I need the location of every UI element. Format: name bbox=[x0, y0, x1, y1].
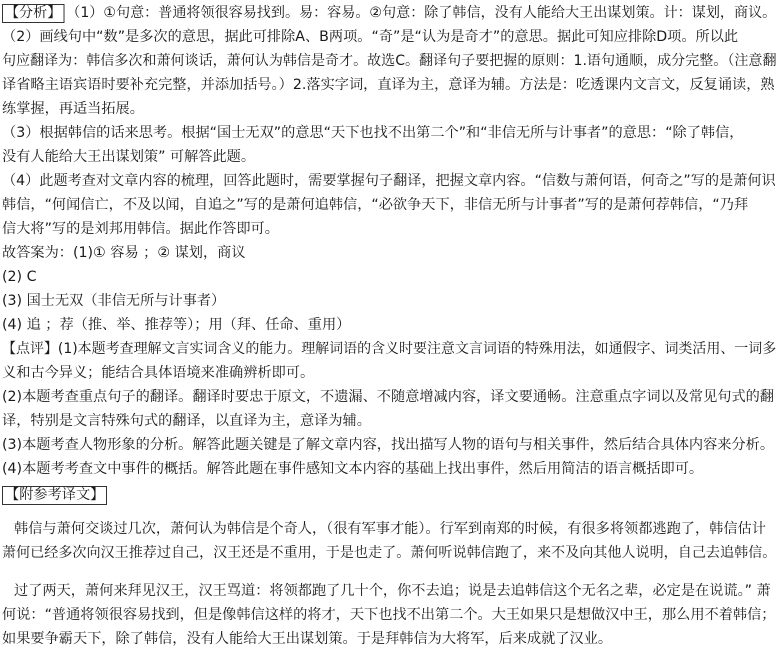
analysis-line-5: 练掌握，再适当拓展。 bbox=[2, 101, 144, 117]
translation-p2-line-3: 如果要争霸天下，除了韩信，没有人能给大王出谋划策。于是拜韩信为大将军，后来成就了汉业。 bbox=[2, 631, 613, 647]
comment-line-1: 【点评】(1)本题考查理解文言实词含义的能力。理解词语的含义时要注意文言词语的特殊用法，如通假字、词类活用、一词多 bbox=[2, 341, 777, 357]
comment-label: 【点评】 bbox=[2, 341, 58, 357]
answer-line-4: (4) 追 ；荐（推、举、推荐等）；用（拜、任命、重用） bbox=[2, 317, 351, 333]
analysis-line-1: 【分析】 （1）①句意：普通将领很容易找到。易：容易。②句意：除了韩信，没有人能给大王出谋划策。计：谋划，商议。 bbox=[2, 2, 776, 24]
analysis-line-9: 韩信，“何闻信亡，不及以闻，自追之”写的是萧何追韩信，“必欲争天下，非信无所与计事者”写的是萧何荐韩信，“乃拜 bbox=[2, 197, 749, 213]
translation-p2-line-2: 何说：“普通将领很容易找到，但是像韩信这样的将才，天下也找不出第二个。大王如果只是想做汉中王，那么用不着韩信； bbox=[2, 607, 776, 623]
translation-p2-line-1: 过了两天，萧何来拜见汉王，汉王骂道：将领都跑了几十个，你不去追；说是去追韩信这个无名之辈，必定是在说谎。” 萧 bbox=[14, 583, 771, 599]
comment-line-3: (2)本题考查重点句子的翻译。翻译时要忠于原文，不遗漏、不随意增减内容，译文要通畅。注意重点字词以及常见句式的翻 bbox=[2, 389, 775, 405]
answer-line-1: 故答案为：(1)① 容易 ；② 谋划，商议 bbox=[2, 245, 246, 261]
analysis-line-3: 句应翻译为：韩信多次和萧何谈话，萧何认为韩信是奇才。故选C。翻译句子要把握的原则：1.语句通顺，成分完整。（注意翻 bbox=[2, 53, 777, 69]
analysis-line-4: 译省略主语宾语时要补充完整，并添加括号。）2.落实字词，直译为主，意译为辅。方法是：吃透课内文言文，反复诵读，熟 bbox=[2, 77, 775, 93]
analysis-line-7: 没有人能给大王出谋划策” 可解答此题。 bbox=[2, 149, 256, 165]
analysis-line-10: 信大将”写的是刘邦用韩信。据此作答即可。 bbox=[2, 221, 279, 237]
comment-line-5: (3)本题考查人物形象的分析。解答此题关键是了解文章内容，找出描写人物的语句与相关事件，然后结合具体内容来分析。 bbox=[2, 437, 775, 453]
analysis-line-8: （4）此题考查对文章内容的梳理，回答此题时，需要掌握句子翻译，把握文章内容。“信数与萧何语，何奇之”写的是萧何识 bbox=[2, 173, 776, 189]
comment-line-4: 译，特别是文言特殊句式的翻译，以直译为主，意译为辅。 bbox=[2, 413, 371, 429]
translation-label: 【附参考译文】 bbox=[2, 486, 107, 505]
translation-p1-line-2: 萧何已经多次向汉王推荐过自己，汉王还是不重用，于是也走了。萧何听说韩信跑了，来不及向其他人说明，自己去追韩信。 bbox=[2, 545, 777, 561]
analysis-line-2: （2）画线句中“数”是多次的意思，据此可排除A、B两项。“奇”是“认为是奇才”的意思。据此可知应排除D项。所以此 bbox=[2, 29, 739, 45]
comment-line-6: (4)本题考考查文中事件的概括。解答此题在事件感知文本内容的基础上找出事件，然后用简洁的语言概括即可。 bbox=[2, 461, 704, 477]
translation-heading bbox=[2, 484, 109, 506]
translation-p1-line-1: 韩信与萧何交谈过几次，萧何认为韩信是个奇人，（很有军事才能）。行军到南郑的时候，有很多将领都逃跑了，韩信估计 bbox=[14, 521, 766, 537]
analysis-label: 【分析】 bbox=[2, 4, 64, 23]
analysis-line-6: （3）根据韩信的话来思考。根据“国士无双”的意思“天下也找不出第二个”和“非信无所与计事者”的意思：“除了韩信， bbox=[2, 125, 744, 141]
answer-line-3: (3) 国士无双（非信无所与计事者） bbox=[2, 293, 226, 309]
comment-line-2: 义和古今异义；能结合具体语境来准确辨析即可。 bbox=[2, 365, 315, 381]
answer-line-2: (2) C bbox=[2, 269, 37, 285]
